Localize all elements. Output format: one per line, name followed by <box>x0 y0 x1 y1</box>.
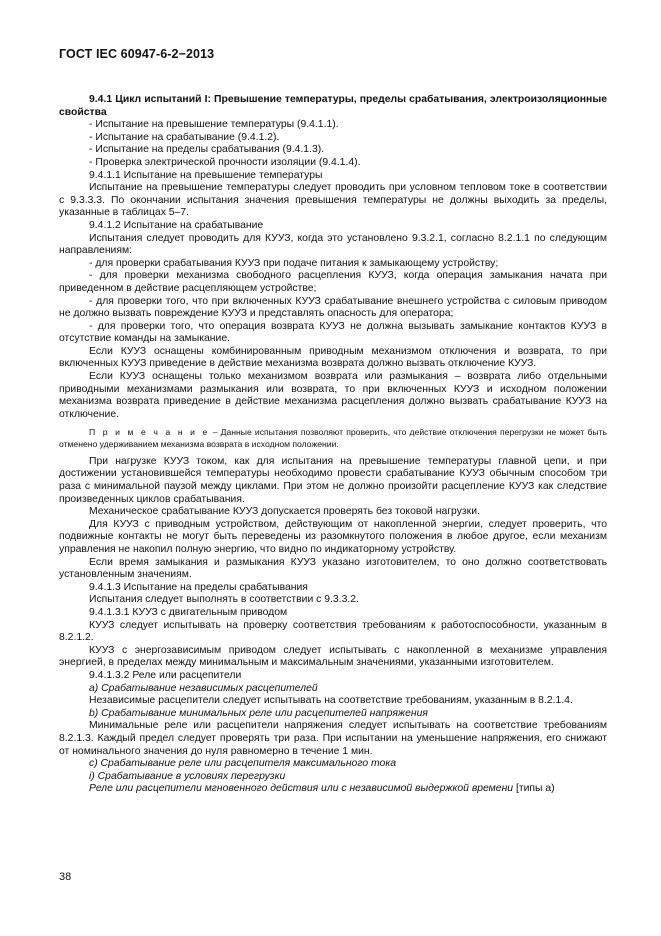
subsection-title: 9.4.1.1 Испытание на превышение температуры <box>89 169 323 181</box>
page-number: 38 <box>59 871 72 883</box>
paragraph <box>59 783 607 796</box>
paragraph: КУУЗ следует испытывать на проверку соответствия требованиям к работоспособности, указанным в 8.2.1.2. <box>59 619 607 644</box>
section-heading: 9.4.1 Цикл испытаний I: Превышение температуры, пределы срабатывания, электроизоляционные свойства <box>59 94 607 118</box>
paragraph: - для проверки срабатывания КУУЗ при подаче питания к замыкающему устройству; <box>89 257 499 269</box>
list-item: - Проверка электрической прочности изоляции (9.4.1.4). <box>89 156 361 168</box>
list-item: - Испытание на пределы срабатывания (9.4.1.3). <box>89 144 325 156</box>
paragraph-emphasis: Реле или расцепители мгновенного действия или с независимой выдержкой времени <box>89 783 514 795</box>
subsection-title: 9.4.1.3 Испытание на пределы срабатывания <box>89 581 308 593</box>
paragraph: Механическое срабатывание КУУЗ допускается проверять без токовой нагрузки. <box>89 506 480 518</box>
document-header: ГОСТ IEC 60947-6-2−2013 <box>59 47 215 61</box>
paragraph: При нагрузке КУУЗ током, как для испытания на превышение температуры главной цепи, и при достижении установившейся температуры необходимо провести срабатывание КУУЗ обычным способом три раза с минимальной паузой между циклами. При этом не должно произойти расцепление КУУЗ как следствие произведенных циклов срабатывания. <box>59 455 607 505</box>
note-label: П р и м е ч а н и е <box>89 427 210 438</box>
item-heading: c) Срабатывание реле или расцепителя максимального тока <box>89 758 397 770</box>
paragraph: - для проверки того, что при включенных КУУЗ срабатывание внешнего устройства с силовым приводом не должно вызвать повреждение КУУЗ и представлять опасность для оператора; <box>59 295 607 320</box>
paragraph: - для проверки механизма свободного расцепления КУУЗ, когда операция замыкания начата при приведенном в действие расцепляющем устройстве; <box>59 270 607 294</box>
note-text: – Данные испытания позволяют проверить, что действие отключения перегрузки не может быть отменено удерживанием механизма возврата в исходном положении. <box>59 427 607 449</box>
item-heading: i) Срабатывание в условиях перегрузки <box>89 770 286 782</box>
paragraph: Испытание на превышение температуры следует проводить при условном тепловом токе в соответствии с 9.3.3.3. По окончании испытания значения превышения температуры не должны выходить за пределы, указанные в таблицах 5–7. <box>59 182 607 219</box>
paragraph: Независимые расцепители следует испытывать на соответствие требованиям, указанным в 8.2.1.4. <box>89 695 573 707</box>
list-item: - Испытание на превышение температуры (9.4.1.1). <box>89 119 339 131</box>
paragraph: Если время замыкания и размыкания КУУЗ указано изготовителем, то оно должно соответствовать установленным значениям. <box>59 556 607 581</box>
paragraph: Если КУУЗ оснащены комбинированным приводным механизмом отключения и возврата, то при включенных КУУЗ приведение в действие механизма возврата должно вызвать отключение КУУЗ. <box>59 345 607 370</box>
note <box>59 427 607 449</box>
paragraph: Минимальные реле или расцепители напряжения следует испытывать на соответствие требованиям 8.2.1.3. Каждый предел следует проверять три раза. При испытании на уменьшение напряжения, его снижают от номинального значения до нуля равномерно в течение 1 мин. <box>59 720 607 757</box>
subsection-title: 9.4.1.3.2 Реле или расцепители <box>89 669 242 681</box>
paragraph: Если КУУЗ оснащены только механизмом возврата или размыкания – возврата либо отдельными приводными механизмами размыкания или возврата, то при включенных КУУЗ и исходном положении механизма возврата приведение в действие механизма расцепления должно вызвать срабатывание КУУЗ на отключение. <box>59 371 607 420</box>
paragraph: - для проверки того, что операция возврата КУУЗ не должна вызывать замыкание контактов КУУЗ в отсутствие команды на замыкание. <box>59 320 607 345</box>
paragraph: КУУЗ с энергозависимым приводом следует испытывать с накопленной в механизме управления энергией, в пределах между минимальным и максимальным значениями, указанными изготовителем. <box>59 644 607 669</box>
item-heading: b) Срабатывание минимальных реле или расцепителей напряжения <box>89 707 428 719</box>
list-item: - Испытание на срабатывание (9.4.1.2). <box>89 131 280 143</box>
item-heading: a) Срабатывание независимых расцепителей <box>89 682 318 694</box>
paragraph: Испытания следует выполнять в соответствии с 9.3.3.2. <box>89 594 359 606</box>
document-body <box>59 94 607 796</box>
subsection-title: 9.4.1.3.1 КУУЗ с двигательным приводом <box>89 606 288 618</box>
paragraph: Для КУУЗ с приводным устройством, действующим от накопленной энергии, следует проверить, что подвижные контакты не могут быть переведены из разомкнутого положения в любое другое, если механизм управления не накопил полную энергию, что видно по индикаторному устройству. <box>59 518 607 555</box>
subsection-title: 9.4.1.2 Испытание на срабатывание <box>89 219 264 231</box>
paragraph-tail: [типы а) <box>513 783 555 795</box>
paragraph: Испытания следует проводить для КУУЗ, когда это установлено 9.3.2.1, согласно 8.2.1.1 по следующим направлениям: <box>59 232 607 257</box>
